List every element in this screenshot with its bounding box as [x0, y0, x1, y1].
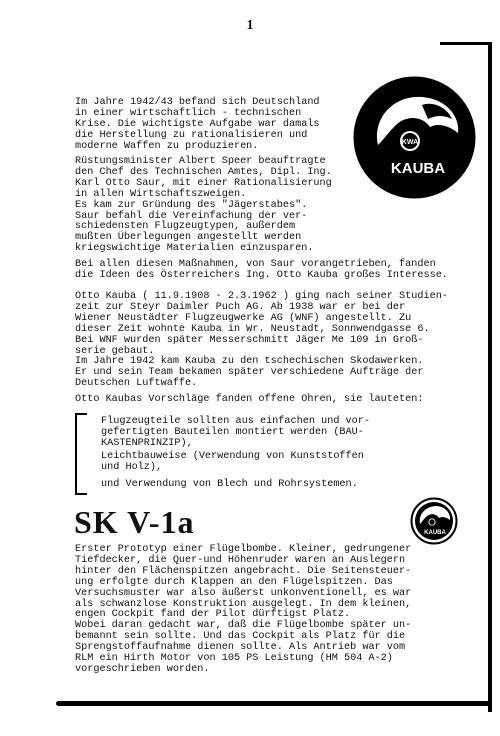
small-logo-brand-text: KAUBA: [424, 530, 446, 536]
kauba-logo-small-icon: [410, 497, 458, 545]
list-bracket: [75, 413, 87, 495]
paragraph-prototype: Erster Prototyp einer Flügelbombe. Kleiner, gedrungener Tiefdecker, die Quer-und Höhenruder waren an Auslegern hinter den Flächenspitzen angebracht. Die Seitensteuer- ung erfolgte durch Klappen an den Flügelspitzen. Das Versuchsmuster war also äußerst unkonventionell, es war als schwanzlose Konstruktion ausgelegt. In dem kleinen, engen Cockpit fand der Pilot dürftigst Platz. Wobei daran gedacht war, daß die Flügelbombe später un- bemannt sein sollte. Und das Cockpit als Platz für die Sprengstoffaufnahme dienen sollte. Als Antrieb war vom RLM ein Hirth Motor von 105 PS Leistung (HM 504 A-2) vorgeschrieben worden.: [75, 544, 412, 675]
paragraph-intro: Im Jahre 1942/43 befand sich Deutschland in einer wirtschaftlich - technischen Krise. Die wichtigste Aufgabe war damals die Herstellung zu rationalisieren und moderne Waffen zu produzieren.: [75, 97, 320, 152]
frame-bottom-border: [56, 701, 492, 706]
list-item: und Verwendung von Blech und Rohrsystemen.: [101, 479, 358, 490]
logo-monogram: KWA: [401, 139, 419, 146]
logo-brand-text: KAUBA: [390, 160, 446, 177]
frame-right-border: [488, 44, 492, 712]
paragraph-biography: Otto Kauba ( 11.9.1908 - 2.3.1962 ) ging nach seiner Studien- zeit zur Steyr Daimler Puch AG. Ab 1938 war er bei der Wiener Neustädter Flugzeugwerke AG (WNF) angestellt. Zu dieser Zeit wohnte Kauba in Wr. Neustadt, Sonnwendgasse 6. Bei WNF wurden später Messerschmitt Jäger Me 109 in Groß- serie gebaut. Im Jahre 1942 kam Kauba zu den tschechischen Skodawerken. Er und sein Team bekamen später verschiedene Aufträge der Deutschen Luftwaffe.: [75, 291, 448, 390]
frame-top-corner: [440, 42, 492, 45]
section-heading: SK V-1a: [74, 504, 195, 540]
paragraph-speer: Rüstungsminister Albert Speer beauftragte den Chef des Technischen Amtes, Dipl. Ing. Karl Otto Saur, mit einer Rationalisierung in allen Wirtschaftszweigen. Es kam zur Gründung des "Jägerstabes". Saur befahl die Vereinfachung der ver- schiedensten Flugzeugtypen, außerdem mußten Überlegungen angestellt werden kriegswichtige Materialien einzusparen.: [75, 156, 332, 255]
paragraph-proposals: Otto Kaubas Vorschläge fanden offene Ohren, sie lauteten:: [75, 394, 424, 405]
list-item: Flugzeugteile sollten aus einfachen und vor- gefertigten Bauteilen montiert werden (BAU- KASTENPRINZIP),: [101, 416, 370, 449]
list-item: Leichtbauweise (Verwendung von Kunststoffen und Holz),: [101, 451, 364, 473]
paragraph-measures: Bei allen diesen Maßnahmen, von Saur vorangetrieben, fanden die Ideen des Österreichers Ing. Otto Kauba großes Interesse.: [75, 259, 448, 281]
page-number: 1: [246, 18, 254, 33]
